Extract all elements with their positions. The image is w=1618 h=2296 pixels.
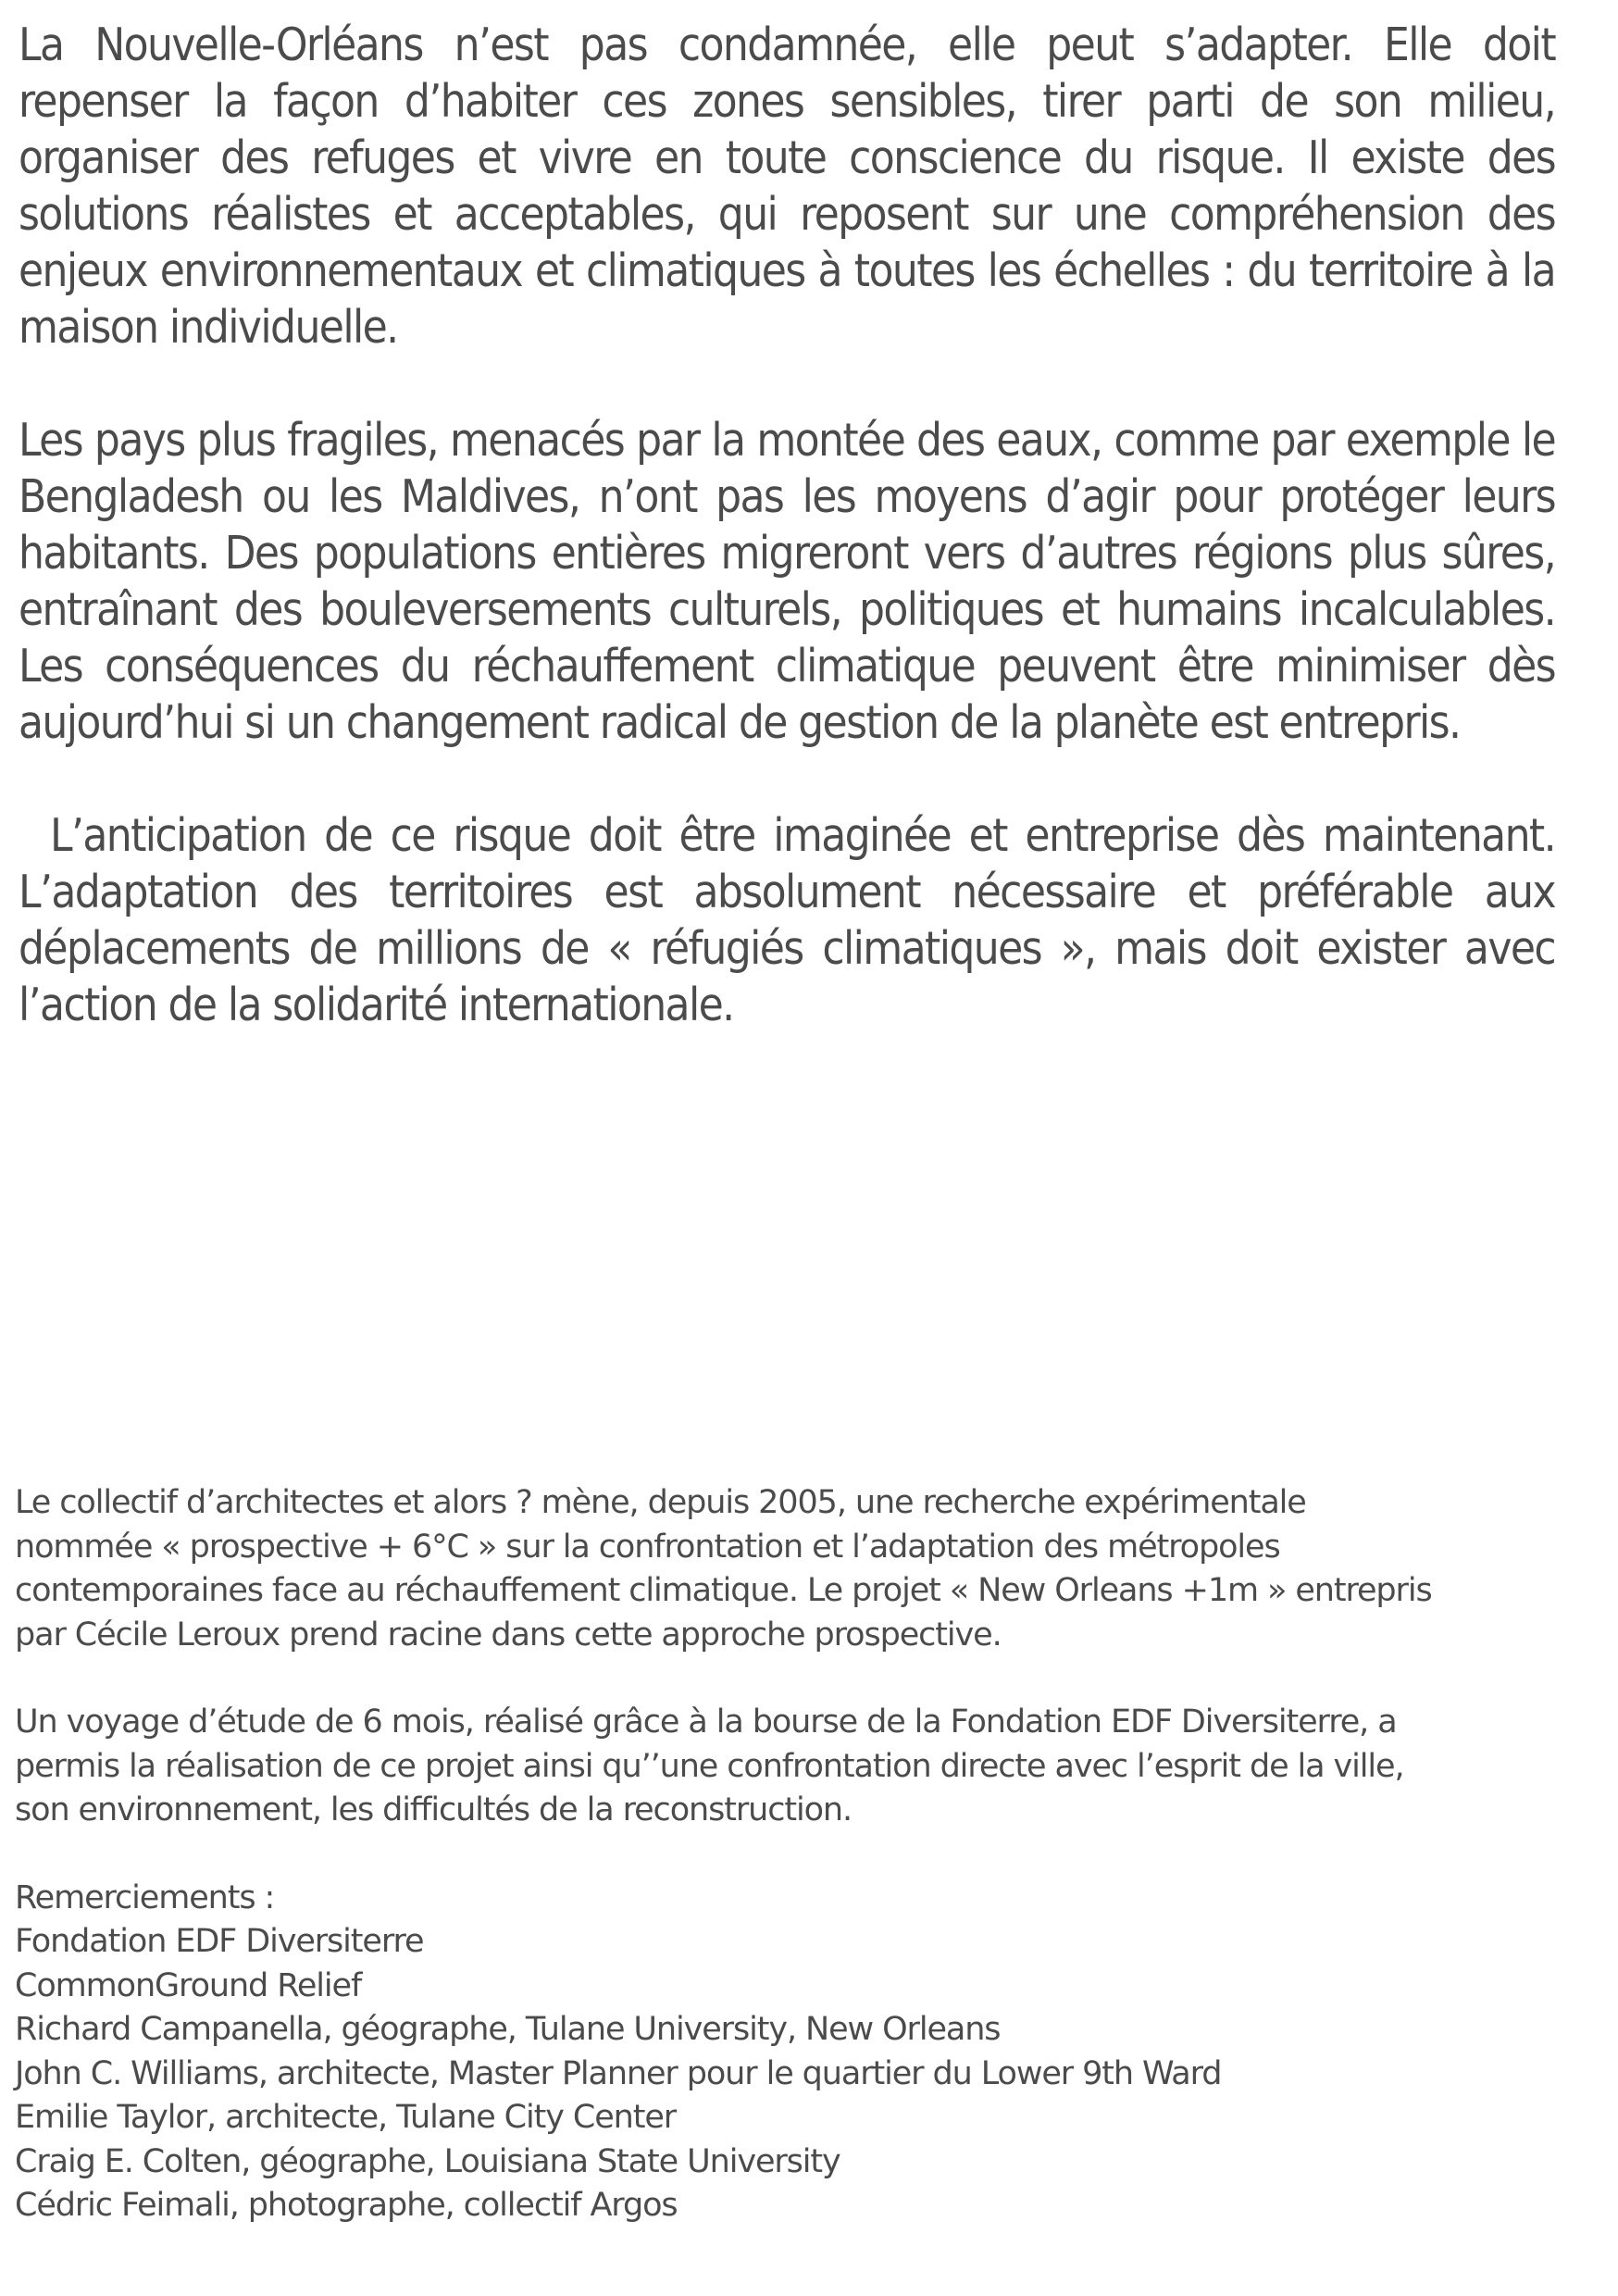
paragraph-fragile-countries: Les pays plus fragiles, menacés par la montée des eaux, comme par exemple le Bengladesh ou les Maldives, n’ont pas les moyens d’agir pour protéger leurs habitants. Des populations entières migreront vers d’autres régions plus sûres, entraînant des bouleversements culturels, politiques et humains incalculables. Les conséquences du réchauffement climatique peuvent être minimiser dès aujourd’hui si un changement radical de gestion de la planète est entrepris. (19, 414, 1555, 749)
thanks-item: Craig E. Colten, géographe, Louisiana State University (15, 2142, 840, 2180)
thanks-item: John C. Williams, architecte, Master Planner pour le quartier du Lower 9th Ward (15, 2054, 1222, 2092)
thanks-section (15, 1877, 1551, 2228)
note-line: contemporaines face au réchauffement climatique. Le projet « New Orleans +1m » entrepris (15, 1572, 1432, 1609)
thanks-item: Richard Campanella, géographe, Tulane University, New Orleans (15, 2011, 1001, 2048)
note-line: permis la réalisation de ce projet ainsi qu’’une confrontation directe avec l’esprit de la ville, (15, 1747, 1404, 1785)
thanks-item: Cédric Feimali, photographe, collectif Argos (15, 2187, 678, 2224)
thanks-list (15, 1920, 1551, 2228)
paragraph-anticipation-wrapper (19, 807, 1555, 1033)
note-line: Un voyage d’étude de 6 mois, réalisé grâce à la bourse de la Fondation EDF Diversiterre, a (15, 1703, 1397, 1741)
note-collectif (15, 1481, 1551, 1657)
main-text (19, 17, 1555, 1033)
notes-section (15, 1481, 1551, 2228)
note-line: nommée « prospective + 6°C » sur la confrontation et l’adaptation des métropoles (15, 1528, 1280, 1566)
note-voyage (15, 1701, 1551, 1833)
thanks-item: Emilie Taylor, architecte, Tulane City Center (15, 2099, 677, 2136)
thanks-heading: Remerciements : (15, 1878, 275, 1916)
thanks-item: Fondation EDF Diversiterre (15, 1923, 424, 1960)
paragraph-anticipation: L’anticipation de ce risque doit être imaginée et entreprise dès maintenant. L’adaptation des territoires est absolument nécessaire et préférable aux déplacements de millions de « réfugiés climatiques », mais doit exister avec l’action de la solidarité internationale. (19, 809, 1555, 1031)
paragraph-adaptation: La Nouvelle-Orléans n’est pas condamnée, elle peut s’adapter. Elle doit repenser la façon d’habiter ces zones sensibles, tirer parti de son milieu, organiser des refuges et vivre en toute conscience du risque. Il existe des solutions réalistes et acceptables, qui reposent sur une compréhension des enjeux environnementaux et climatiques à toutes les échelles : du territoire à la maison individuelle. (19, 19, 1555, 354)
thanks-item: CommonGround Relief (15, 1966, 362, 2004)
note-line: son environnement, les difficultés de la reconstruction. (15, 1791, 853, 1828)
note-line: par Cécile Leroux prend racine dans cette approche prospective. (15, 1616, 1002, 1653)
note-line: Le collectif d’architectes et alors ? mène, depuis 2005, une recherche expérimentale (15, 1484, 1306, 1521)
